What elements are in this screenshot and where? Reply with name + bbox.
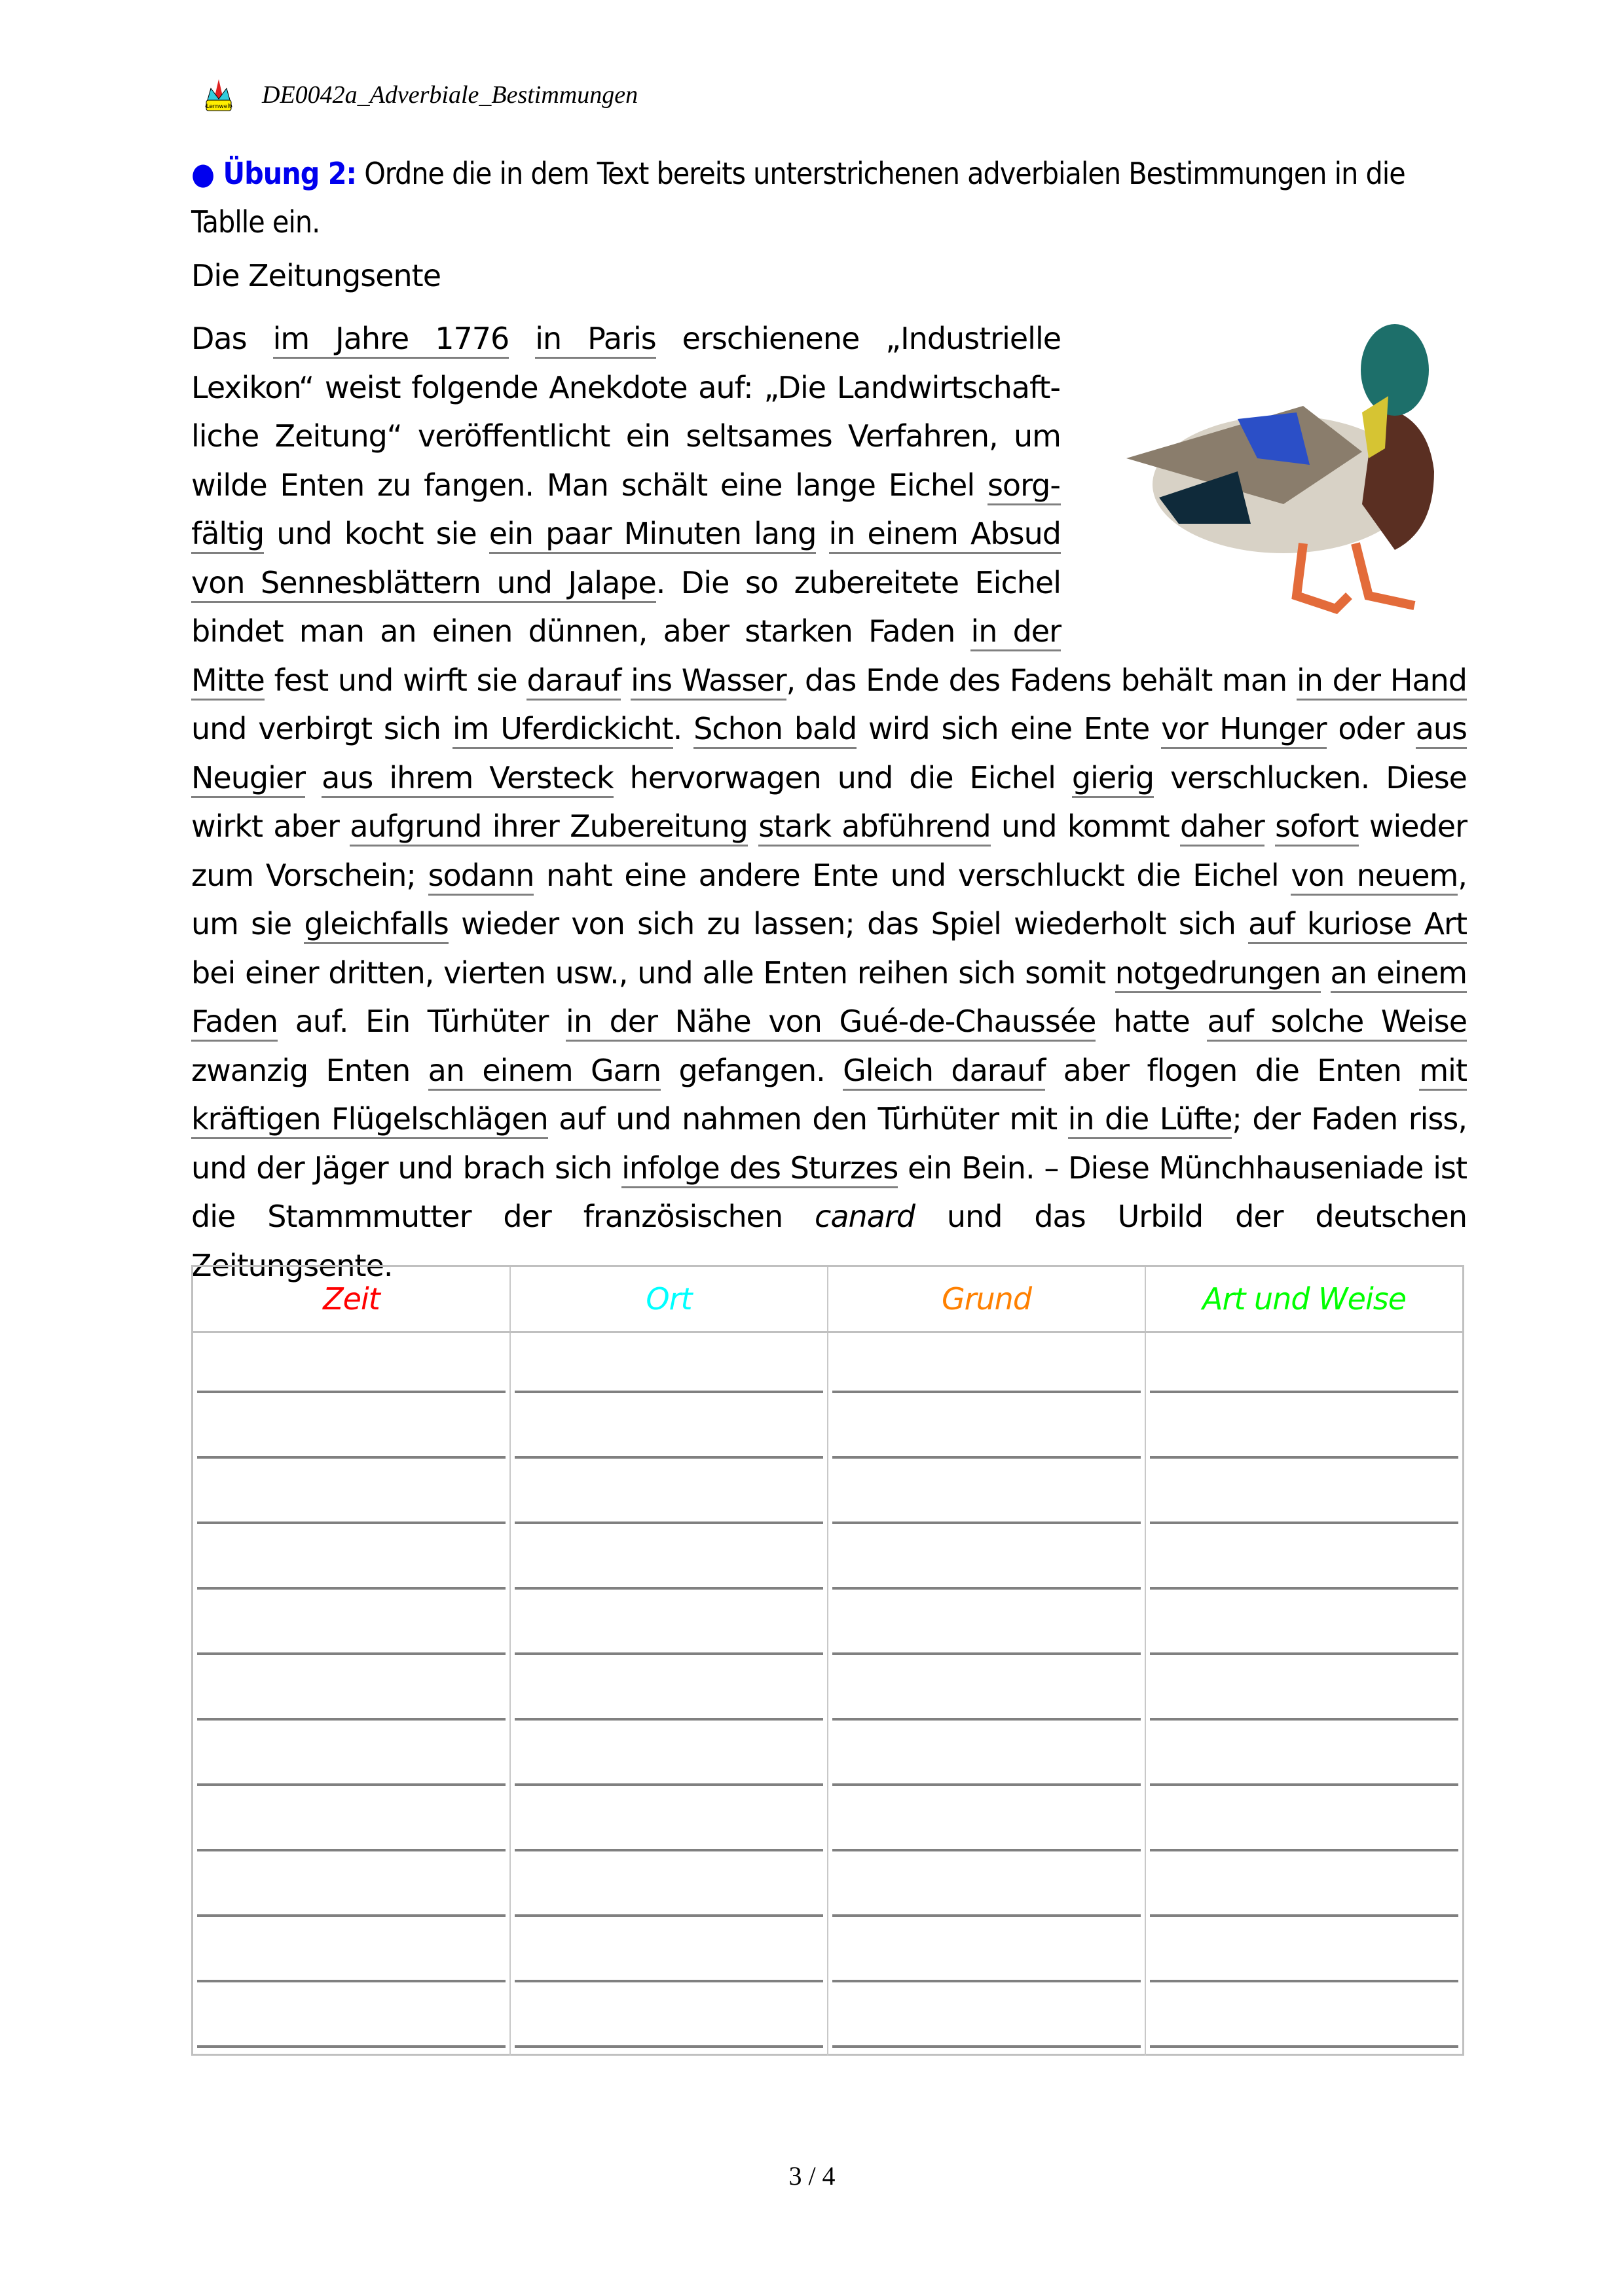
story-title: Die Zeitungsente <box>191 258 441 293</box>
text-run: erschienene „Industrielle Lexikon“ weist folgende Anekdote auf: „Die Landwirtschaftliche Zeitung“ veröffentlicht ein seltsames Verfahren, um wilde Enten zu fangen. Man schält eine lange Eichel <box>191 321 1061 503</box>
adverbial-phrase: aus ihrem Versteck <box>322 760 614 798</box>
answer-blank-line[interactable] <box>515 2045 823 2048</box>
adverbial-phrase: ein paar Minuten lang <box>489 516 817 554</box>
answer-blank-line[interactable] <box>515 1783 823 1786</box>
answer-column-art-und-weise[interactable] <box>1146 1333 1462 2056</box>
answer-blank-line[interactable] <box>832 1391 1141 1393</box>
answer-blank-line[interactable] <box>197 1456 506 1459</box>
adverbial-phrase: notgedrungen <box>1115 955 1321 993</box>
answer-blank-line[interactable] <box>515 1587 823 1590</box>
text-run: und kocht sie <box>264 516 489 551</box>
column-header-ort: Ort <box>511 1267 828 1331</box>
answer-blank-line[interactable] <box>1150 1718 1458 1721</box>
answer-blank-line[interactable] <box>1150 1783 1458 1786</box>
adverbial-phrase: von neuem <box>1291 858 1458 896</box>
adverbial-phrase: im Jahre 1776 <box>273 321 509 359</box>
text-run: und kommt <box>990 809 1181 844</box>
answer-blank-line[interactable] <box>197 1980 506 1982</box>
column-header-zeit: Zeit <box>193 1267 511 1331</box>
text-run <box>509 321 535 356</box>
answer-blank-line[interactable] <box>197 1652 506 1655</box>
text-run: fest und wirft sie <box>264 662 527 698</box>
answer-blank-line[interactable] <box>832 1849 1141 1851</box>
svg-text:Lernwelt: Lernwelt <box>206 103 232 110</box>
answer-blank-line[interactable] <box>197 2045 506 2048</box>
exercise-instruction <box>191 149 1467 246</box>
adverbial-phrase: im Uferdickicht <box>452 711 673 749</box>
table-body <box>193 1333 1462 2056</box>
text-run <box>1264 809 1275 844</box>
text-run: gefangen. <box>661 1052 843 1088</box>
answer-column-zeit[interactable] <box>193 1333 511 2056</box>
answer-blank-line[interactable] <box>515 1456 823 1459</box>
answer-blank-line[interactable] <box>197 1587 506 1590</box>
adverbial-phrase: gierig <box>1072 760 1154 798</box>
adverbial-phrase: auf solche Weise <box>1207 1004 1467 1042</box>
text-run: zwanzig Enten <box>191 1052 428 1088</box>
table-header-row <box>193 1267 1462 1333</box>
adverbial-phrase: gleichfalls <box>304 906 448 944</box>
adverbial-phrase: an einem Faden <box>191 955 1467 1042</box>
text-run: wieder von sich zu lassen; das Spiel wiederholt sich <box>448 906 1249 941</box>
document-title: DE0042a_Adverbiale_Bestimmungen <box>262 81 638 109</box>
column-header-grund: Grund <box>828 1267 1146 1331</box>
adverbial-phrase: daher <box>1180 809 1264 847</box>
text-run: wieder zum Vorschein; <box>191 809 1467 893</box>
adverbial-phrase: sodann <box>428 858 534 896</box>
text-run: , das Ende des Fadens behält man <box>786 662 1297 698</box>
answer-blank-line[interactable] <box>1150 1980 1458 1982</box>
italic-word: canard <box>815 1199 915 1234</box>
answer-blank-line[interactable] <box>832 1522 1141 1524</box>
text-run: ein Bein. – Diese Münchhauseniade ist die Stammmutter der französischen <box>191 1150 1467 1234</box>
text-run: aber flogen die Enten <box>1045 1052 1420 1088</box>
text-run: Das <box>191 321 273 356</box>
adverbial-phrase: in einem Absud von Sennesblättern und Jalape <box>191 516 1061 603</box>
answer-blank-line[interactable] <box>1150 1391 1458 1393</box>
text-run <box>1321 955 1331 991</box>
adverbial-phrase: aufgrund ihrer Zubereitung <box>350 809 748 847</box>
answer-blank-line[interactable] <box>197 1914 506 1917</box>
text-run: oder <box>1326 711 1416 746</box>
page-number: 3 / 4 <box>788 2161 836 2191</box>
adverbial-phrase: darauf <box>526 663 621 701</box>
answer-blank-line[interactable] <box>515 1522 823 1524</box>
adverbial-phrase: sofort <box>1275 809 1358 847</box>
answer-blank-line[interactable] <box>197 1783 506 1786</box>
text-run: . Die so zubereitete Eichel bindet man an einen dünnen, aber starken Faden <box>191 564 1061 649</box>
text-run: naht eine andere Ente und verschluckt die Eichel <box>534 857 1291 893</box>
adverbial-phrase: Gleich darauf <box>843 1053 1045 1091</box>
answer-blank-line[interactable] <box>1150 1914 1458 1917</box>
text-run: und verbirgt sich <box>191 711 452 746</box>
text-run: hatte <box>1096 1004 1208 1039</box>
answer-blank-line[interactable] <box>832 1783 1141 1786</box>
adverbial-phrase: stark abführend <box>758 809 991 847</box>
exercise-label: ● Übung 2: <box>191 156 357 191</box>
answer-blank-line[interactable] <box>832 1456 1141 1459</box>
text-run: ; der Faden riss, und der Jäger und brach sich <box>191 1101 1467 1186</box>
adverbial-phrase: sorgfältig <box>191 467 1061 555</box>
adverbial-phrase: ins Wasser <box>631 663 786 701</box>
answer-blank-line[interactable] <box>515 1718 823 1721</box>
text-run: auf und nahmen den Türhüter mit <box>547 1101 1068 1137</box>
text-run <box>816 516 828 551</box>
answer-blank-line[interactable] <box>515 1914 823 1917</box>
answer-blank-line[interactable] <box>515 1980 823 1982</box>
adverbial-phrase: in der Nähe von Gué-de-Chaussée <box>566 1004 1096 1042</box>
answer-blank-line[interactable] <box>832 1914 1141 1917</box>
text-run: wird sich eine Ente <box>857 711 1162 746</box>
answer-blank-line[interactable] <box>197 1391 506 1393</box>
adverbial-phrase: vor Hunger <box>1161 711 1326 749</box>
answer-blank-line[interactable] <box>1150 1456 1458 1459</box>
answer-blank-line[interactable] <box>197 1522 506 1524</box>
story-text <box>191 314 1467 1290</box>
text-run <box>748 809 758 844</box>
answer-blank-line[interactable] <box>832 1718 1141 1721</box>
adverbial-phrase: mit kräftigen Flügelschlägen <box>191 1053 1467 1140</box>
adverbial-phrase: auf kuriose Art <box>1248 906 1467 944</box>
answer-blank-line[interactable] <box>515 1652 823 1655</box>
answer-blank-line[interactable] <box>1150 1587 1458 1590</box>
text-run <box>621 663 631 698</box>
answer-blank-line[interactable] <box>832 1587 1141 1590</box>
answer-blank-line[interactable] <box>1150 1849 1458 1851</box>
text-run <box>305 760 322 795</box>
adverbial-phrase: infolge des Sturzes <box>621 1150 898 1188</box>
answer-blank-line[interactable] <box>515 1849 823 1851</box>
text-run: und das Urbild der deutschen Zeitungsente. <box>191 1199 1467 1283</box>
adverbial-phrase: in Paris <box>535 321 655 359</box>
instruction-text: Ordne die in dem Text bereits unterstrichenen adverbialen Bestimmungen in die Tablle ein. <box>191 156 1405 240</box>
adverbial-phrase: an einem Garn <box>428 1053 661 1091</box>
answer-blank-line[interactable] <box>197 1718 506 1721</box>
adverbial-phrase: Schon bald <box>693 711 857 749</box>
answer-column-ort[interactable] <box>511 1333 828 2056</box>
duck-image <box>1087 308 1480 615</box>
answer-blank-line[interactable] <box>1150 1652 1458 1655</box>
answer-blank-line[interactable] <box>832 1980 1141 1982</box>
answer-blank-line[interactable] <box>197 1849 506 1851</box>
adverbial-phrase: in die Lüfte <box>1068 1101 1232 1139</box>
page-header <box>204 72 638 118</box>
text-run: bei einer dritten, vierten usw., und alle Enten reihen sich somit <box>191 955 1115 991</box>
text-run: auf. Ein Türhüter <box>278 1004 566 1039</box>
text-run: , um sie <box>191 857 1467 941</box>
answer-blank-line[interactable] <box>1150 2045 1458 2048</box>
answer-blank-line[interactable] <box>832 1652 1141 1655</box>
text-run: . <box>673 711 694 746</box>
answer-column-grund[interactable] <box>828 1333 1146 2056</box>
text-run: hervorwagen und die Eichel <box>613 759 1072 795</box>
answer-table <box>191 1265 1464 2056</box>
adverbial-phrase: in der Hand <box>1297 663 1467 701</box>
adverbial-phrase: in der Mitte <box>191 613 1061 701</box>
adverbial-phrase: aus Neugier <box>191 711 1467 798</box>
column-header-art-und-weise: Art und Weise <box>1202 1281 1406 1317</box>
lernwelt-logo-icon <box>204 78 233 112</box>
answer-blank-line[interactable] <box>515 1391 823 1393</box>
text-run: verschlucken. Diese wirkt aber <box>191 759 1467 844</box>
answer-blank-line[interactable] <box>832 2045 1141 2048</box>
answer-blank-line[interactable] <box>1150 1522 1458 1524</box>
